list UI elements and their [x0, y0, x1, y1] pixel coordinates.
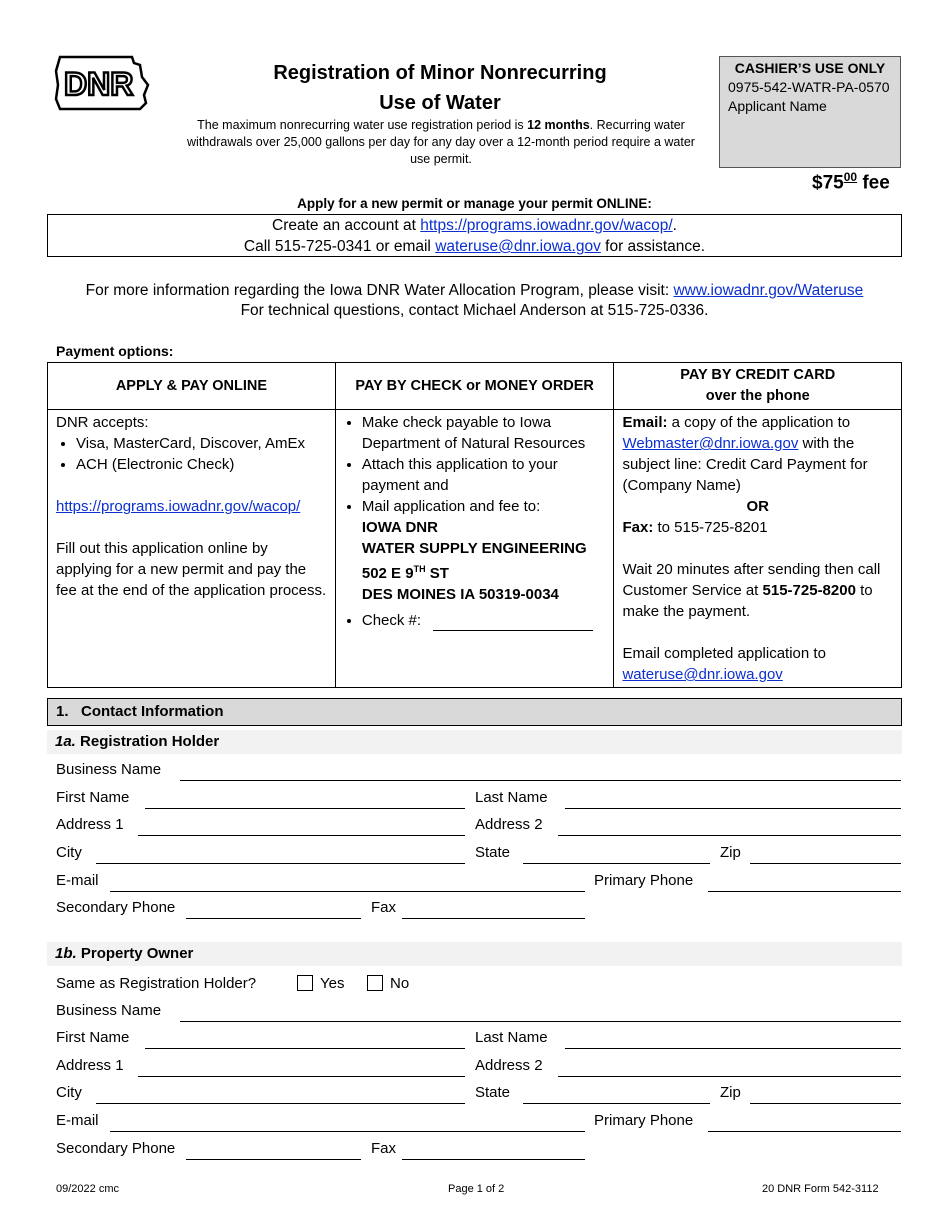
list-item: • Attach this application to your payment and	[362, 454, 606, 496]
cashier-code: 0975-542-WATR-PA-0570	[728, 79, 890, 95]
owner-secondary-phone-field[interactable]	[186, 1158, 361, 1160]
title-line-1: Registration of Minor Nonrecurring	[273, 62, 607, 84]
owner-zip-field[interactable]	[750, 1102, 901, 1104]
last-name-label: Last Name	[475, 789, 548, 806]
footer-page: Page 1 of 2	[448, 1183, 505, 1195]
same-no-checkbox[interactable]	[367, 975, 383, 991]
owner-address-1-label: Address 1	[56, 1057, 124, 1074]
zip-field[interactable]	[750, 862, 901, 864]
more-info: For more information regarding the Iowa DNR Water Allocation Program, please visit: www.iowadnr.gov/Wateruse For technical questions, contact Michael Anderson at 515-725-0336.	[47, 281, 902, 321]
wateruse-site-link[interactable]: www.iowadnr.gov/Wateruse	[673, 282, 864, 299]
check-number-field[interactable]	[433, 614, 593, 631]
footer-form-number: 20 DNR Form 542-3112	[762, 1183, 879, 1195]
same-yes-checkbox[interactable]	[297, 975, 313, 991]
business-name-label: Business Name	[56, 761, 162, 778]
fee-amount: $\$75^{00}$ fee	[812, 170, 890, 194]
fax-label: Fax	[371, 899, 397, 916]
cashier-box	[719, 56, 901, 168]
list-item: • Make check payable to Iowa Department of Natural Resources	[362, 412, 606, 454]
yes-label: Yes	[320, 975, 345, 992]
wateruse-email-link[interactable]: wateruse@dnr.iowa.gov	[435, 238, 601, 255]
owner-first-name-field[interactable]	[145, 1047, 465, 1049]
same-as-holder-label: Same as Registration Holder?	[56, 975, 257, 992]
technical-contact: For technical questions, contact Michael Anderson at 515-725-0336.	[240, 302, 709, 319]
list-item: • Check #:	[362, 610, 606, 631]
last-name-field[interactable]	[565, 807, 901, 809]
cashier-applicant-label: Applicant Name	[728, 98, 827, 114]
owner-first-name-label: First Name	[56, 1029, 130, 1046]
owner-address-2-field[interactable]	[558, 1075, 901, 1077]
owner-last-name-label: Last Name	[475, 1029, 548, 1046]
apply-online-label: Apply for a new permit or manage your permit ONLINE:	[297, 196, 652, 211]
secondary-phone-label: Secondary Phone	[56, 899, 176, 916]
fax-field[interactable]	[402, 917, 585, 919]
owner-email-field[interactable]	[110, 1130, 585, 1132]
address-2-field[interactable]	[558, 834, 901, 836]
first-name-label: First Name	[56, 789, 130, 806]
owner-primary-phone-label: Primary Phone	[594, 1112, 694, 1129]
footer-date: 09/2022 cmc	[56, 1183, 119, 1195]
pay-credit-cell: Email: a copy of the application to Webmaster@dnr.iowa.gov with the subject line: Credit Card Payment for (Company Name) OR Fax: to 515-725-8201 Wait 20 minutes after sending then call Customer Service at 515-725-8200 to make the payment. Email completed application to wateruse@dnr.iowa.gov	[614, 410, 902, 688]
list-item: • Visa, MasterCard, Discover, AmEx	[76, 433, 327, 454]
city-label: City	[56, 844, 82, 861]
owner-business-name-label: Business Name	[56, 1002, 162, 1019]
list-item: • Mail application and fee to: IOWA DNR WATER SUPPLY ENGINEERING 502 E 9TH ST DES MOINES IA 50319-0034	[362, 496, 606, 605]
wacop-link[interactable]: https://programs.iowadnr.gov/wacop/	[420, 217, 673, 234]
first-name-field[interactable]	[145, 807, 465, 809]
logo-text: DNR	[64, 66, 134, 102]
pay-online-cell: DNR accepts: • Visa, MasterCard, Discover, AmEx • ACH (Electronic Check) https://programs.iowadnr.gov/wacop/ Fill out this application online by applying for a new permit and pay the fee at the end of the application process.	[48, 410, 336, 688]
email-field[interactable]	[110, 890, 585, 892]
wacop-link-2[interactable]: https://programs.iowadnr.gov/wacop/	[56, 498, 301, 515]
pay-check-cell	[335, 410, 614, 688]
address-2-label: Address 2	[475, 816, 543, 833]
owner-email-label: E-mail	[56, 1112, 99, 1129]
owner-fax-field[interactable]	[402, 1158, 585, 1160]
owner-secondary-phone-label: Secondary Phone	[56, 1140, 176, 1157]
owner-address-1-field[interactable]	[138, 1075, 465, 1077]
title-line-2: Use of Water	[379, 92, 501, 114]
payment-options-label: Payment options:	[56, 343, 174, 359]
webmaster-email-link[interactable]: Webmaster@dnr.iowa.gov	[622, 435, 799, 452]
owner-business-name-field[interactable]	[180, 1020, 901, 1022]
payment-table	[47, 362, 902, 688]
address-1-label: Address 1	[56, 816, 124, 833]
col-header-check: PAY BY CHECK or MONEY ORDER	[335, 363, 614, 410]
city-field[interactable]	[96, 862, 465, 864]
period-note: The maximum nonrecurring water use registration period is 12 months. Recurring water withdrawals over 25,000 gallons per day for any day over a 12-month period require a water use permit.	[187, 118, 695, 166]
wateruse-email-link-2[interactable]: wateruse@dnr.iowa.gov	[622, 666, 783, 683]
cashier-heading: CASHIER’S USE ONLY	[734, 60, 886, 76]
owner-fax-label: Fax	[371, 1140, 397, 1157]
list-item: • ACH (Electronic Check)	[76, 454, 327, 475]
col-header-online: APPLY & PAY ONLINE	[48, 363, 336, 410]
subsection-property-owner: 1b. Property Owner	[47, 942, 902, 966]
owner-last-name-field[interactable]	[565, 1047, 901, 1049]
owner-primary-phone-field[interactable]	[708, 1130, 901, 1132]
email-label: E-mail	[56, 872, 99, 889]
business-name-field[interactable]	[180, 779, 901, 781]
state-field[interactable]	[523, 862, 710, 864]
zip-label: Zip	[720, 844, 741, 861]
online-info-box: Create an account at https://programs.iowadnr.gov/wacop/. Call 515-725-0341 or email wateruse@dnr.iowa.gov for assistance.	[47, 214, 902, 257]
subsection-registration-holder: 1a. Registration Holder	[47, 730, 902, 754]
col-header-credit: PAY BY CREDIT CARD over the phone	[614, 363, 902, 410]
secondary-phone-field[interactable]	[186, 917, 361, 919]
primary-phone-label: Primary Phone	[594, 872, 694, 889]
owner-state-label: State	[475, 1084, 511, 1101]
primary-phone-field[interactable]	[708, 890, 901, 892]
address-1-field[interactable]	[138, 834, 465, 836]
owner-state-field[interactable]	[523, 1102, 710, 1104]
dnr-logo	[54, 55, 150, 111]
state-label: State	[475, 844, 511, 861]
no-label: No	[390, 975, 410, 992]
owner-zip-label: Zip	[720, 1084, 741, 1101]
page-title	[190, 58, 690, 118]
owner-address-2-label: Address 2	[475, 1057, 543, 1074]
section-contact-heading: 1. Contact Information	[47, 698, 902, 726]
owner-city-label: City	[56, 1084, 82, 1101]
owner-city-field[interactable]	[96, 1102, 465, 1104]
